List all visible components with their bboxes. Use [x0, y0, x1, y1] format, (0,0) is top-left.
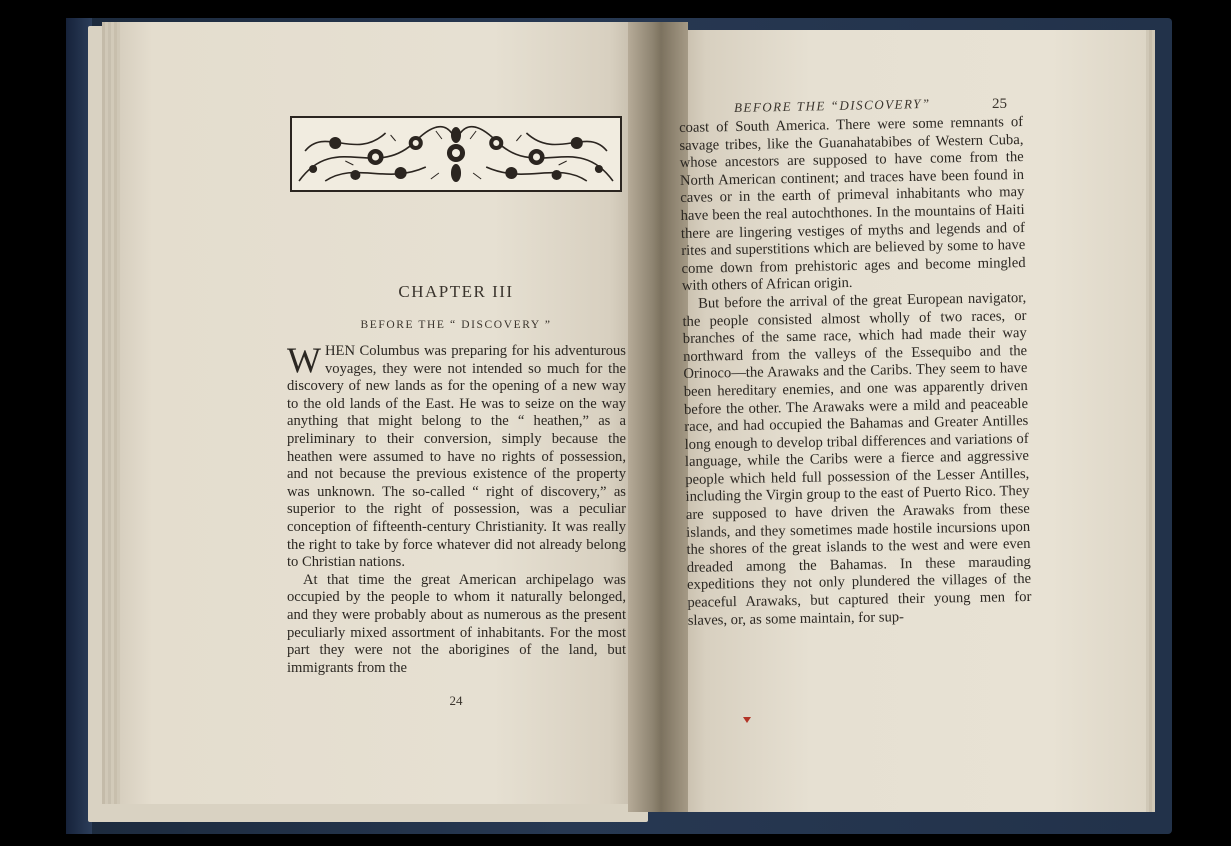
paragraph: At that time the great American archipelago was occupied by the people to whom it naturally belonged, and they were probably about as numerous as the present peculiarly mixed assortment of inhabitants. For the most part they were not the aborigines of the land, but immigrants from the [287, 571, 626, 676]
page-number-right: 25 [992, 96, 1007, 112]
paragraph [287, 340, 626, 572]
floral-headpiece-icon [290, 116, 622, 192]
ink-mark [743, 717, 751, 723]
page-number-left: 24 [449, 693, 463, 708]
right-page-body [679, 114, 1032, 630]
running-head: BEFORE THE “DISCOVERY” [733, 95, 931, 116]
left-page-body [287, 340, 626, 677]
paragraph: coast of South America. There were some remnants of savage tribes, like the Guanahatabibes of Western Cuba, whose ancestors are supposed to have come from the North American continent; and traces have been found in caves or in the earth of primeval inhabitants who may have been the real autochthones. In the mountains of Haiti there are lingering vestiges of myths and legends and of rites and superstitions which are believed by some to have come down from prehistoric ages and become mingled with others of African origin. [679, 113, 1026, 295]
chapter-subtitle: BEFORE THE “ DISCOVERY ” [360, 319, 552, 331]
paragraph-text: HEN Columbus was preparing for his adventurous voyages, they were not intended so much for the discovery of new lands as for the opening of a new way to the old lands of the East. He was to seize on the way anything that might belong to the “ heathen,” as a preliminary to their conversion, simply because the heathen were assumed to have no rights of possession, and not because the previous existence of the property was unknown. The so-called “ right of discovery,” as superior to the right of possession, was a peculiar conception of fifteenth-century Christianity. It was really the right to take by force whatever did not already belong to Christian nations. [287, 343, 626, 571]
drop-cap: W [287, 340, 321, 380]
chapter-title: CHAPTER III [398, 282, 514, 301]
paragraph: But before the arrival of the great European navigator, the people consisted almost wholly of two races, or branches of the same race, which had made their way northward from the valleys of the Essequibo and the Orinoco—the Arawaks and the Caribs. They seem to have been hereditary enemies, and one was apparently driven before the other. The Arawaks were a mild and peaceable race, and had occupied the Bahamas and Greater Antilles long enough to develop tribal differences and variations of language, while the Caribs were a fierce and aggressive people which held full possession of the Lesser Antilles, including the Virgin group to the east of Puerto Rico. They are supposed to have driven the Arawaks from these islands, and they sometimes made hostile incursions upon the shores of the great islands to the west and were even dreaded among the Bahamas. In these marauding expeditions they not only plundered the villages of the peaceful Arawaks, but captured their young men for slaves, or, as some maintain, for sup- [682, 289, 1032, 629]
